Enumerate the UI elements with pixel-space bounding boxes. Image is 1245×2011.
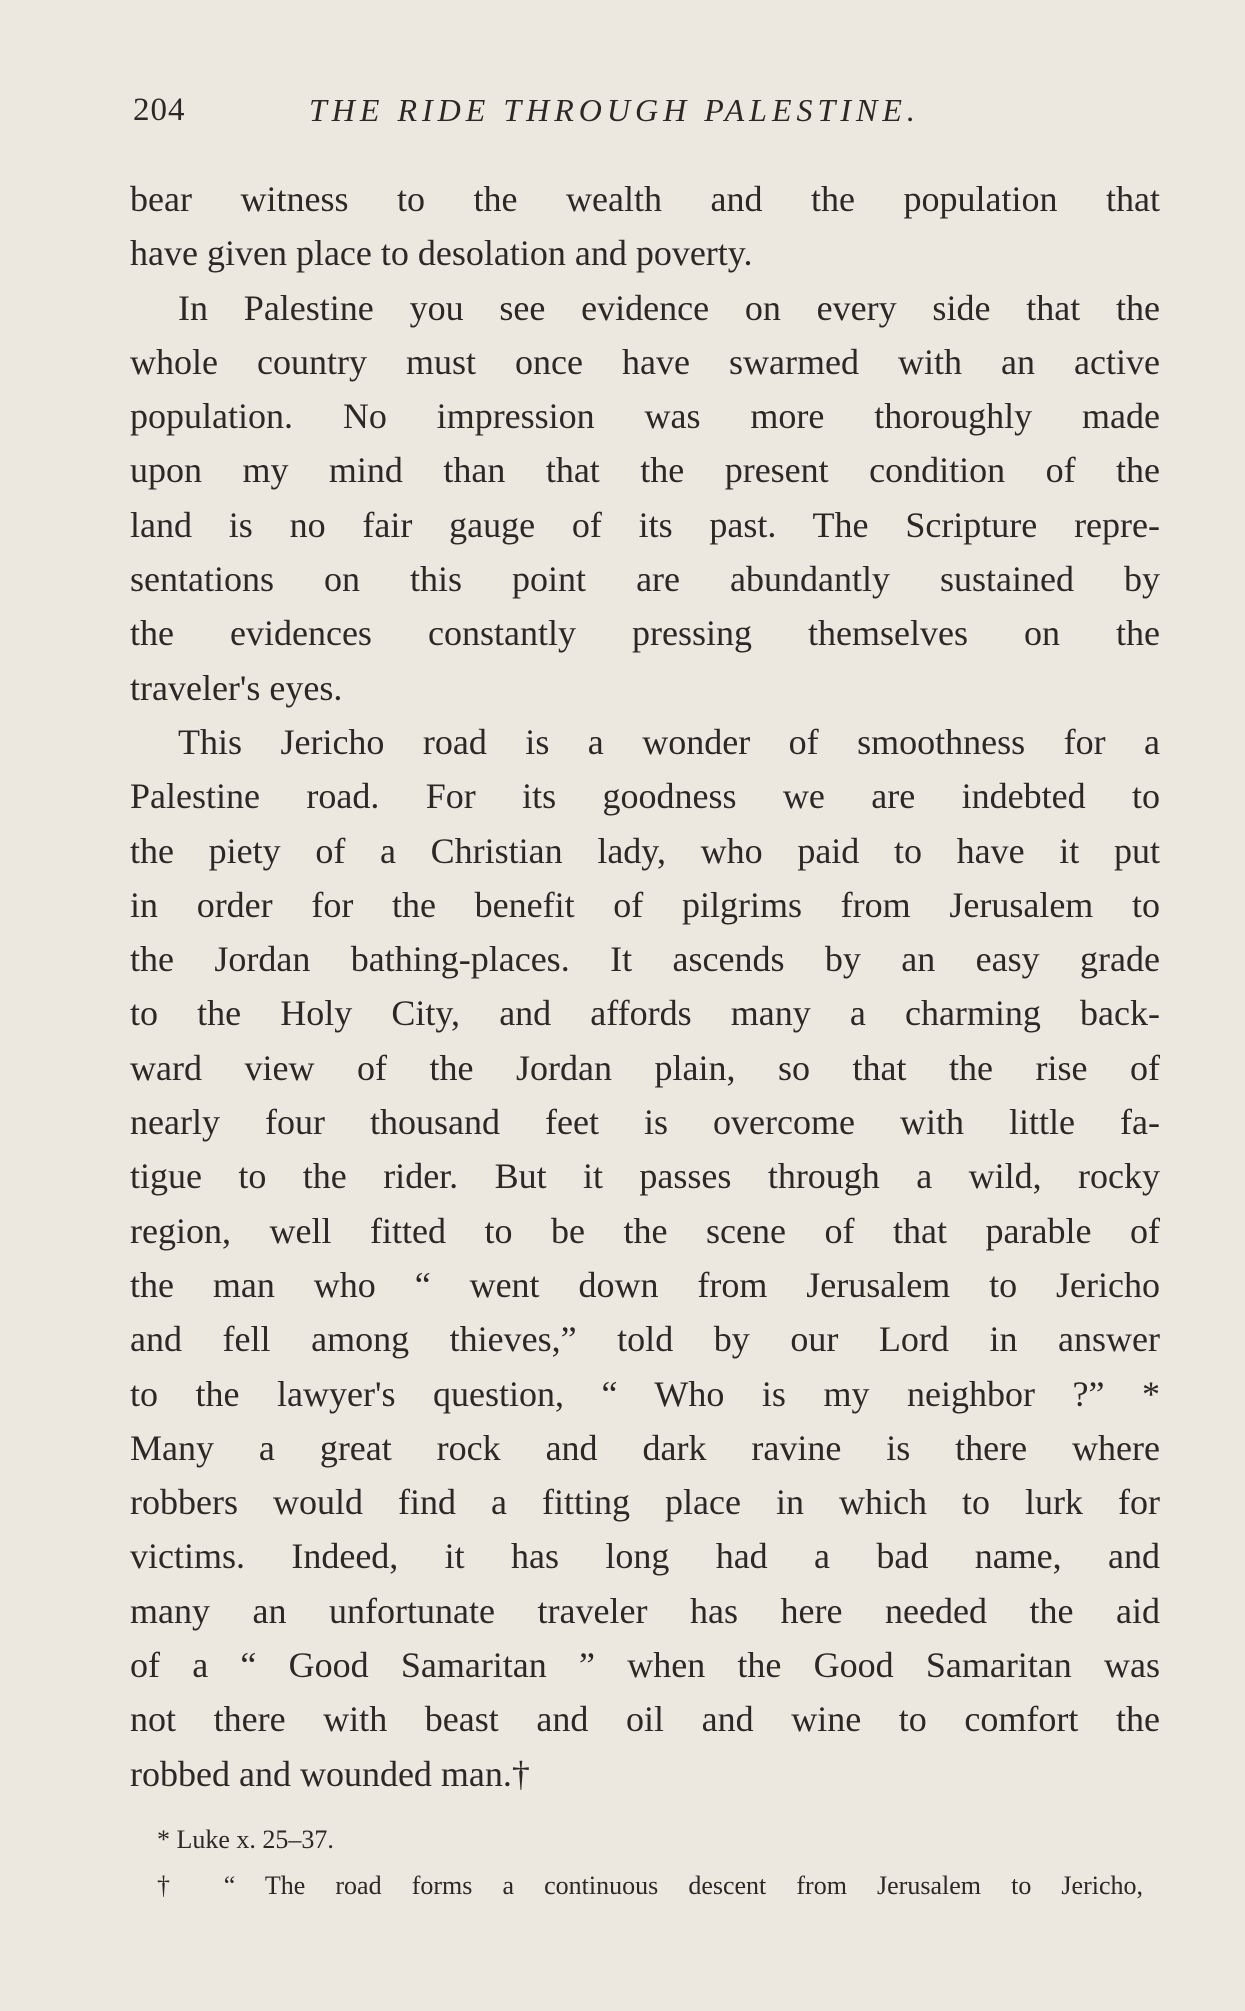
text-line: nearly four thousand feet is overcome with little fa- [130,1102,1160,1143]
text-line: of a “ Good Samaritan ” when the Good Samaritan was [130,1645,1160,1686]
text-line: sentations on this point are abundantly sustained by [130,559,1160,600]
text-line: the man who “ went down from Jerusalem to Jericho [130,1264,1160,1305]
text-line: In Palestine you see evidence on every side that the [178,287,1160,328]
text-line: tigue to the rider. But it passes through a wild, rocky [130,1156,1160,1197]
text-line: whole country must once have swarmed with an active [130,341,1160,382]
text-line: the Jordan bathing-places. It ascends by an easy grade [130,939,1160,980]
footnote: † “ The road forms a continuous descent from Jerusalem to Jericho, [157,1871,1143,1900]
text-line: the evidences constantly pressing themselves on the [130,613,1160,654]
text-line: Many a great rock and dark ravine is there where [130,1427,1160,1468]
text-line: have given place to desolation and poverty. [130,233,753,274]
text-line: robbed and wounded man.† [130,1753,530,1794]
text-line: traveler's eyes. [130,667,343,708]
text-line: Palestine road. For its goodness we are indebted to [130,776,1160,817]
text-line: many an unfortunate traveler has here needed the aid [130,1590,1160,1631]
text-line: victims. Indeed, it has long had a bad name, and [130,1536,1160,1577]
text-line: This Jericho road is a wonder of smoothness for a [178,721,1160,762]
footnote: * Luke x. 25–37. [157,1825,334,1854]
text-line: population. No impression was more thoroughly made [130,396,1160,437]
text-line: upon my mind than that the present condition of the [130,450,1160,491]
text-line: ward view of the Jordan plain, so that the rise of [130,1047,1160,1088]
running-head: THE RIDE THROUGH PALESTINE. [309,92,920,128]
text-line: robbers would find a fitting place in which to lurk for [130,1482,1160,1523]
page-number: 204 [133,92,186,128]
text-line: to the Holy City, and affords many a charming back- [130,993,1160,1034]
text-line: and fell among thieves,” told by our Lord in answer [130,1319,1160,1360]
footnotes [133,1817,1143,1909]
text-line: in order for the benefit of pilgrims from Jerusalem to [130,884,1160,925]
text-line: land is no fair gauge of its past. The Scripture repre- [130,504,1160,545]
body-text [130,172,1160,1801]
text-line: to the lawyer's question, “ Who is my neighbor ?” * [130,1373,1160,1414]
text-line: region, well fitted to be the scene of that parable of [130,1210,1160,1251]
page-header [133,92,1133,140]
text-line: bear witness to the wealth and the population that [130,179,1160,219]
text-line: the piety of a Christian lady, who paid to have it put [130,830,1160,871]
text-line: not there with beast and oil and wine to comfort the [130,1699,1160,1740]
